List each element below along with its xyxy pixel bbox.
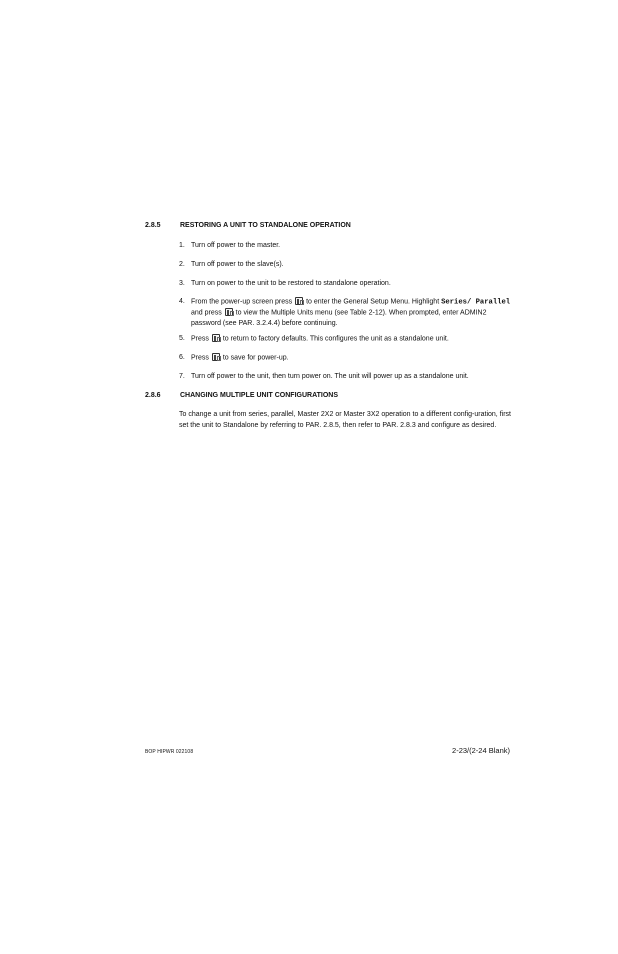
section-number: 2.8.6 (145, 392, 161, 399)
step-text-b: to return to factory defaults. This configures the unit as a standalone unit. (222, 335, 449, 343)
step-number: 1. (179, 242, 185, 249)
step-text: Turn on power to the unit to be restored to standalone operation. (191, 280, 391, 287)
step-number: 2. (179, 261, 185, 268)
step-4 (179, 297, 511, 330)
step-text (191, 334, 511, 345)
function-key-icon (225, 308, 233, 316)
step-2 (179, 260, 511, 271)
section-number: 2.8.5 (145, 222, 161, 229)
function-key-icon (212, 353, 220, 361)
footer-page-number: 2-23/(2-24 Blank) (452, 746, 510, 755)
footer-document-id: BOP HIPWR 022108 (145, 749, 194, 755)
step-text: Turn off power to the slave(s). (191, 261, 284, 268)
step-text: Turn off power to the unit, then turn power on. The unit will power up as a standalone unit. (191, 373, 469, 380)
function-key-icon (295, 297, 303, 305)
step-3 (179, 279, 511, 290)
step-text-b: to enter the General Setup Menu. Highlight (306, 298, 440, 306)
step-text (191, 353, 511, 364)
step-text-c: and press (191, 309, 222, 317)
step-text-a: Press (191, 335, 209, 343)
section-2-8-6-paragraph: To change a unit from series, parallel, Master 2X2 or Master 3X2 operation to a different config-uration, first set the unit to Standalone by referring to PAR. 2.8.5, then refer to PAR. 2.8.3 and configure as desired. (179, 411, 511, 429)
step-number: 7. (179, 373, 185, 380)
step-number: 3. (179, 280, 185, 287)
menu-item-series-parallel: Series/ Parallel (441, 298, 511, 307)
step-text-b: to save for power-up. (222, 354, 289, 362)
step-1 (179, 241, 511, 252)
function-key-icon (212, 334, 220, 342)
step-text (191, 297, 511, 330)
section-title: CHANGING MULTIPLE UNIT CONFIGURATIONS (180, 392, 339, 399)
step-text-d: to view the Multiple Units menu (see Table 2-12). When prompted, enter ADMIN2 password (see PAR. 3.2.4.4) before continuing. (191, 309, 487, 327)
step-number: 5. (179, 335, 185, 342)
step-7 (179, 372, 511, 383)
step-text-a: Press (191, 354, 209, 362)
step-number: 6. (179, 354, 185, 361)
step-text-a: From the power-up screen press (191, 298, 293, 306)
section-title: RESTORING A UNIT TO STANDALONE OPERATION (180, 222, 351, 229)
step-number: 4. (179, 298, 185, 305)
step-text: Turn off power to the master. (191, 242, 281, 249)
step-6 (179, 353, 511, 364)
step-5 (179, 334, 511, 345)
